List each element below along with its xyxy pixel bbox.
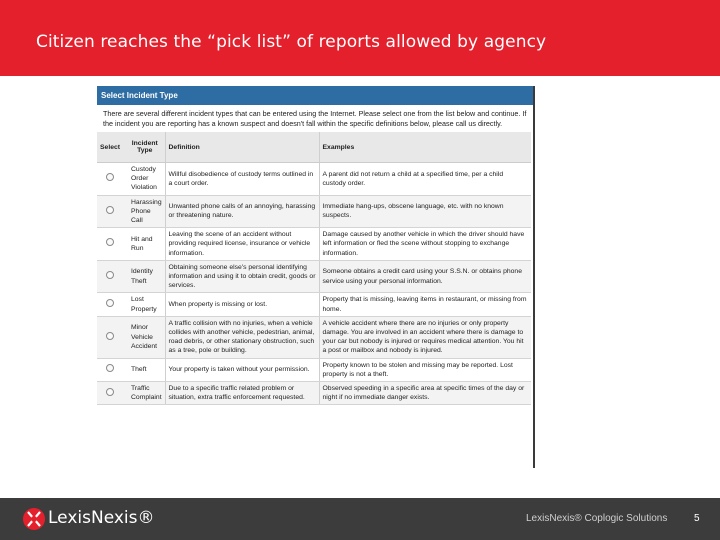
table-header-row — [97, 132, 531, 163]
example-cell: Property that is missing, leaving items in restaurant, or missing from home. — [319, 293, 531, 316]
example-cell: A vehicle accident where there are no injuries or only property damage. You are involved in an accident where there is damage to your car but nobody is injured or requires medical attention. You hit a post or mailbox and nobody is injured. — [319, 316, 531, 358]
definition-cell: Willful disobedience of custody terms outlined in a court order. — [165, 163, 319, 196]
table-row[interactable] — [97, 293, 531, 316]
page-number: 5 — [694, 513, 700, 524]
example-cell: Damage caused by another vehicle in which the driver should have left information or fled the scene without stopping to exchange information. — [319, 228, 531, 261]
table-row[interactable] — [97, 195, 531, 228]
definition-cell: Unwanted phone calls of an annoying, harassing or threatening nature. — [165, 195, 319, 228]
incident-type-screenshot — [97, 86, 535, 468]
slide-footer — [0, 498, 720, 540]
select-cell — [97, 163, 125, 196]
footer-company: LexisNexis® Coplogic Solutions — [526, 513, 668, 524]
column-header-examples: Examples — [319, 132, 531, 163]
table-row[interactable] — [97, 358, 531, 381]
incident-type-cell: Hit and Run — [125, 228, 165, 261]
select-cell — [97, 316, 125, 358]
table-row[interactable] — [97, 316, 531, 358]
example-cell: Someone obtains a credit card using your S.S.N. or obtains phone service using your personal information. — [319, 260, 531, 293]
select-cell — [97, 195, 125, 228]
table-row[interactable] — [97, 163, 531, 196]
column-header-definition: Definition — [165, 132, 319, 163]
select-radio[interactable] — [106, 332, 114, 340]
incident-type-table — [97, 132, 531, 405]
definition-cell: Due to a specific traffic related problem or situation, extra traffic enforcement requested. — [165, 382, 319, 405]
table-row[interactable] — [97, 382, 531, 405]
column-header-type: Incident Type — [125, 132, 165, 163]
example-cell: A parent did not return a child at a specified time, per a child custody order. — [319, 163, 531, 196]
example-cell: Property known to be stolen and missing may be reported. Lost property is not a theft. — [319, 358, 531, 381]
incident-type-cell: Custody Order Violation — [125, 163, 165, 196]
panel-title: Select Incident Type — [97, 86, 533, 105]
incident-type-cell: Lost Property — [125, 293, 165, 316]
slide-title: Citizen reaches the “pick list” of reports allowed by agency — [36, 32, 547, 52]
select-cell — [97, 358, 125, 381]
definition-cell: When property is missing or lost. — [165, 293, 319, 316]
select-cell — [97, 260, 125, 293]
select-radio[interactable] — [106, 206, 114, 214]
example-cell: Immediate hang-ups, obscene language, etc. with no known suspects. — [319, 195, 531, 228]
select-radio[interactable] — [106, 173, 114, 181]
panel-intro: There are several different incident types that can be entered using the Internet. Please select one from the list below and continue. If the incident you are reporting has a known suspect and doesn't fall within the specific definitions below, please call us directly. — [103, 109, 527, 128]
definition-cell: Leaving the scene of an accident without providing required license, insurance or vehicle information. — [165, 228, 319, 261]
select-radio[interactable] — [106, 299, 114, 307]
definition-cell: A traffic collision with no injuries, when a vehicle collides with another vehicle, pedestrian, animal, road debris, or other stationary obstruction, such as a tree, pole or building. — [165, 316, 319, 358]
example-cell: Observed speeding in a specific area at specific times of the day or night if no immediate danger exists. — [319, 382, 531, 405]
column-header-select: Select — [97, 132, 125, 163]
select-cell — [97, 228, 125, 261]
select-radio[interactable] — [106, 271, 114, 279]
select-radio[interactable] — [106, 364, 114, 372]
definition-cell: Obtaining someone else's personal identifying information and using it to obtain credit, goods or services. — [165, 260, 319, 293]
lexisnexis-logo-icon — [22, 507, 46, 531]
incident-type-cell: Minor Vehicle Accident — [125, 316, 165, 358]
select-radio[interactable] — [106, 388, 114, 396]
table-row[interactable] — [97, 228, 531, 261]
incident-type-cell: Harassing Phone Call — [125, 195, 165, 228]
logo-text: LexisNexis® — [48, 508, 155, 528]
table-row[interactable] — [97, 260, 531, 293]
definition-cell: Your property is taken without your permission. — [165, 358, 319, 381]
incident-type-cell: Identity Theft — [125, 260, 165, 293]
select-cell — [97, 382, 125, 405]
select-cell — [97, 293, 125, 316]
select-radio[interactable] — [106, 238, 114, 246]
slide-header — [0, 0, 720, 76]
incident-type-cell: Traffic Complaint — [125, 382, 165, 405]
incident-type-cell: Theft — [125, 358, 165, 381]
